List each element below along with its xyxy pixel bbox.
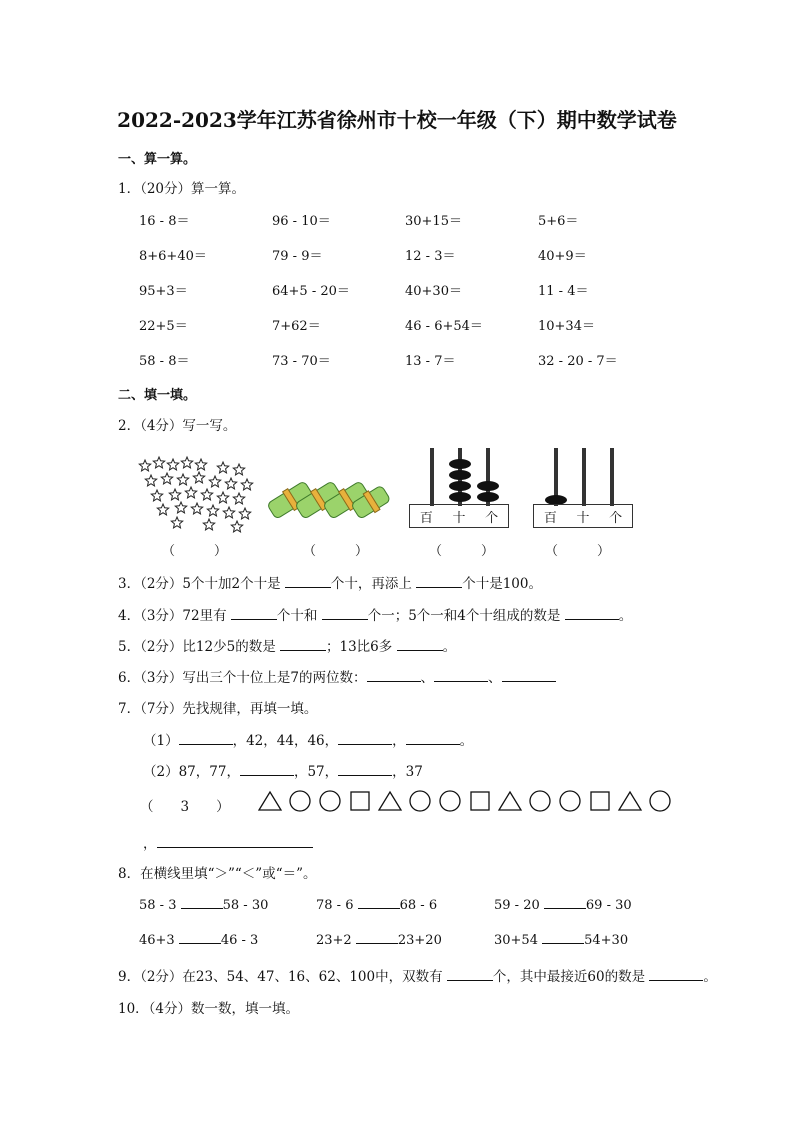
abacus-label-tens: 十 [452,510,466,526]
answer-blank[interactable] [231,607,277,620]
comparison-left: 78 - 6 [316,898,354,913]
circle-shape [650,791,670,811]
answer-paren-2[interactable]: （ ） [303,544,369,559]
comparison-item [316,896,437,913]
answer-blank[interactable] [544,896,586,909]
comparison-right: 23+20 [397,933,442,948]
answer-blank[interactable] [157,835,313,848]
star-icon [145,475,156,486]
comparison-right: 46 - 3 [220,933,259,948]
calc-item: 7+62＝ [272,319,321,334]
answer-blank[interactable] [416,575,462,588]
abacus-2 [533,446,633,532]
calc-item: 22+5＝ [139,319,188,334]
star-icon [171,517,182,528]
answer-blank[interactable] [338,763,392,776]
stars-cluster-image [137,454,257,534]
calc-item: 8+6+40＝ [139,249,207,264]
star-icon [207,505,218,516]
star-icon [157,504,168,515]
section-heading-1: 一、算一算。 [118,152,197,167]
square-shape [471,792,489,810]
bundled-sticks-image [265,466,393,536]
star-icon [161,473,172,484]
comparison-left: 23+2 [316,933,352,948]
answer-blank[interactable] [356,931,398,944]
answer-blank[interactable] [179,732,233,745]
triangle-shape [499,792,521,810]
triangle-shape [619,792,641,810]
star-icon [217,492,228,503]
question-6: 6．（3分）写出三个十位上是7的两位数： 、 、 [118,666,556,686]
star-icon [231,521,242,532]
triangle-shape [379,792,401,810]
page-title: 2022-2023学年江苏省徐州市十校一年级（下）期中数学试卷 [117,108,677,132]
answer-blank[interactable] [280,638,326,651]
circle-shape [440,791,460,811]
calc-item: 46 - 6+54＝ [405,319,483,334]
star-icon [233,464,244,475]
question-7-part-3-label: （ 3 ） [140,799,230,815]
calc-item: 13 - 7＝ [405,354,456,369]
comparison-right: 54+30 [584,933,629,948]
answer-blank[interactable] [406,732,460,745]
square-shape [351,792,369,810]
question-4: 4．（3分）72里有 个十和 个一；5个一和4个十组成的数是 。 [118,608,633,624]
answer-blank[interactable] [397,638,443,651]
calc-item: 40+9＝ [538,249,587,264]
comparison-left: 59 - 20 [494,898,540,913]
comparison-right: 68 - 6 [399,898,438,913]
answer-blank[interactable] [542,931,584,944]
star-icon [225,478,236,489]
star-icon [153,457,164,468]
comparison-left: 46+3 [139,933,175,948]
answer-blank[interactable] [338,732,392,745]
calc-item: 73 - 70＝ [272,354,331,369]
abacus-1 [409,446,509,532]
answer-blank[interactable] [447,968,493,981]
calc-item: 96 - 10＝ [272,214,331,229]
star-icon [193,472,204,483]
answer-paren-1[interactable]: （ ） [162,544,228,559]
star-icon [177,474,188,485]
star-icon [233,493,244,504]
answer-blank[interactable] [565,607,619,620]
answer-blank[interactable] [285,575,331,588]
answer-paren-4[interactable]: （ ） [545,544,611,559]
square-shape [591,792,609,810]
circle-shape [410,791,430,811]
star-icon [195,459,206,470]
calc-item: 40+30＝ [405,284,462,299]
star-icon [191,503,202,514]
question-7-part-3-answer: ， [143,832,313,852]
star-icon [167,459,178,470]
comparison-item [139,931,258,948]
star-icon [209,476,220,487]
answer-blank[interactable] [649,968,703,981]
question-2: 2．（4分）写一写。 [118,418,237,434]
question-9: 9．（2分）在23、54、47、16、62、100中，双数有 个，其中最接近60的数是 。 [118,969,717,985]
comparison-right: 58 - 30 [222,898,269,913]
calc-item: 10+34＝ [538,319,595,334]
answer-blank[interactable] [358,896,400,909]
circle-shape [320,791,340,811]
question-3: 3．（2分）5个十加2个十是 个十，再添上 个十是100。 [118,576,542,592]
question-10: 10．（4分）数一数，填一填。 [118,1001,300,1017]
calc-item: 16 - 8＝ [139,214,190,229]
calc-item: 11 - 4＝ [538,284,589,299]
calc-item: 32 - 20 - 7＝ [538,354,618,369]
star-icon [201,489,212,500]
star-icon [217,462,228,473]
answer-blank[interactable] [502,669,556,682]
calc-item: 95+3＝ [139,284,188,299]
star-icon [241,479,252,490]
star-icon [175,502,186,513]
shape-pattern-row [258,790,678,814]
star-icon [223,507,234,518]
q2-picture-panel [137,446,632,558]
question-7-part-2: （2）87，77， ，57， ，37 [143,764,423,780]
star-icon [169,489,180,500]
star-icon [151,490,162,501]
circle-shape [530,791,550,811]
section-heading-2: 二、填一填。 [118,388,197,403]
calc-item: 5+6＝ [538,214,579,229]
calc-item: 12 - 3＝ [405,249,456,264]
calc-item: 64+5 - 20＝ [272,284,350,299]
star-icon [181,457,192,468]
answer-blank[interactable] [181,896,223,909]
comparison-right: 69 - 30 [585,898,632,913]
answer-blank[interactable] [322,607,368,620]
comparison-item [316,931,442,948]
star-icon [185,487,196,498]
comparison-item [494,896,632,913]
question-5: 5．（2分）比12少5的数是 ；13比6多 。 [118,639,457,655]
triangle-shape [259,792,281,810]
comparison-left: 58 - 3 [139,898,177,913]
comparison-item [139,896,268,913]
question-8: 8．在横线里填“＞”“＜”或“＝”。 [118,866,317,882]
abacus-label-ones: 个 [609,510,623,526]
star-icon [203,519,214,530]
comparison-item [494,931,628,948]
question-7-part-1: （1） ，42，44，46， ， 。 [143,733,474,749]
answer-paren-3[interactable]: （ ） [429,544,495,559]
calc-item: 58 - 8＝ [139,354,190,369]
calc-item: 30+15＝ [405,214,462,229]
abacus-label-hundreds: 百 [419,510,433,526]
question-7: 7．（7分）先找规律，再填一填。 [118,701,318,717]
abacus-label-ones: 个 [485,510,499,526]
answer-blank[interactable] [434,669,488,682]
circle-shape [290,791,310,811]
answer-blank[interactable] [367,669,421,682]
star-icon [139,460,150,471]
abacus-label-tens: 十 [576,510,590,526]
star-icon [239,508,250,519]
comparison-left: 30+54 [494,933,538,948]
calc-item: 79 - 9＝ [272,249,323,264]
answer-blank[interactable] [240,763,294,776]
answer-blank[interactable] [179,931,221,944]
question-1: 1．（20分）算一算。 [118,181,246,197]
abacus-label-hundreds: 百 [543,510,557,526]
circle-shape [560,791,580,811]
